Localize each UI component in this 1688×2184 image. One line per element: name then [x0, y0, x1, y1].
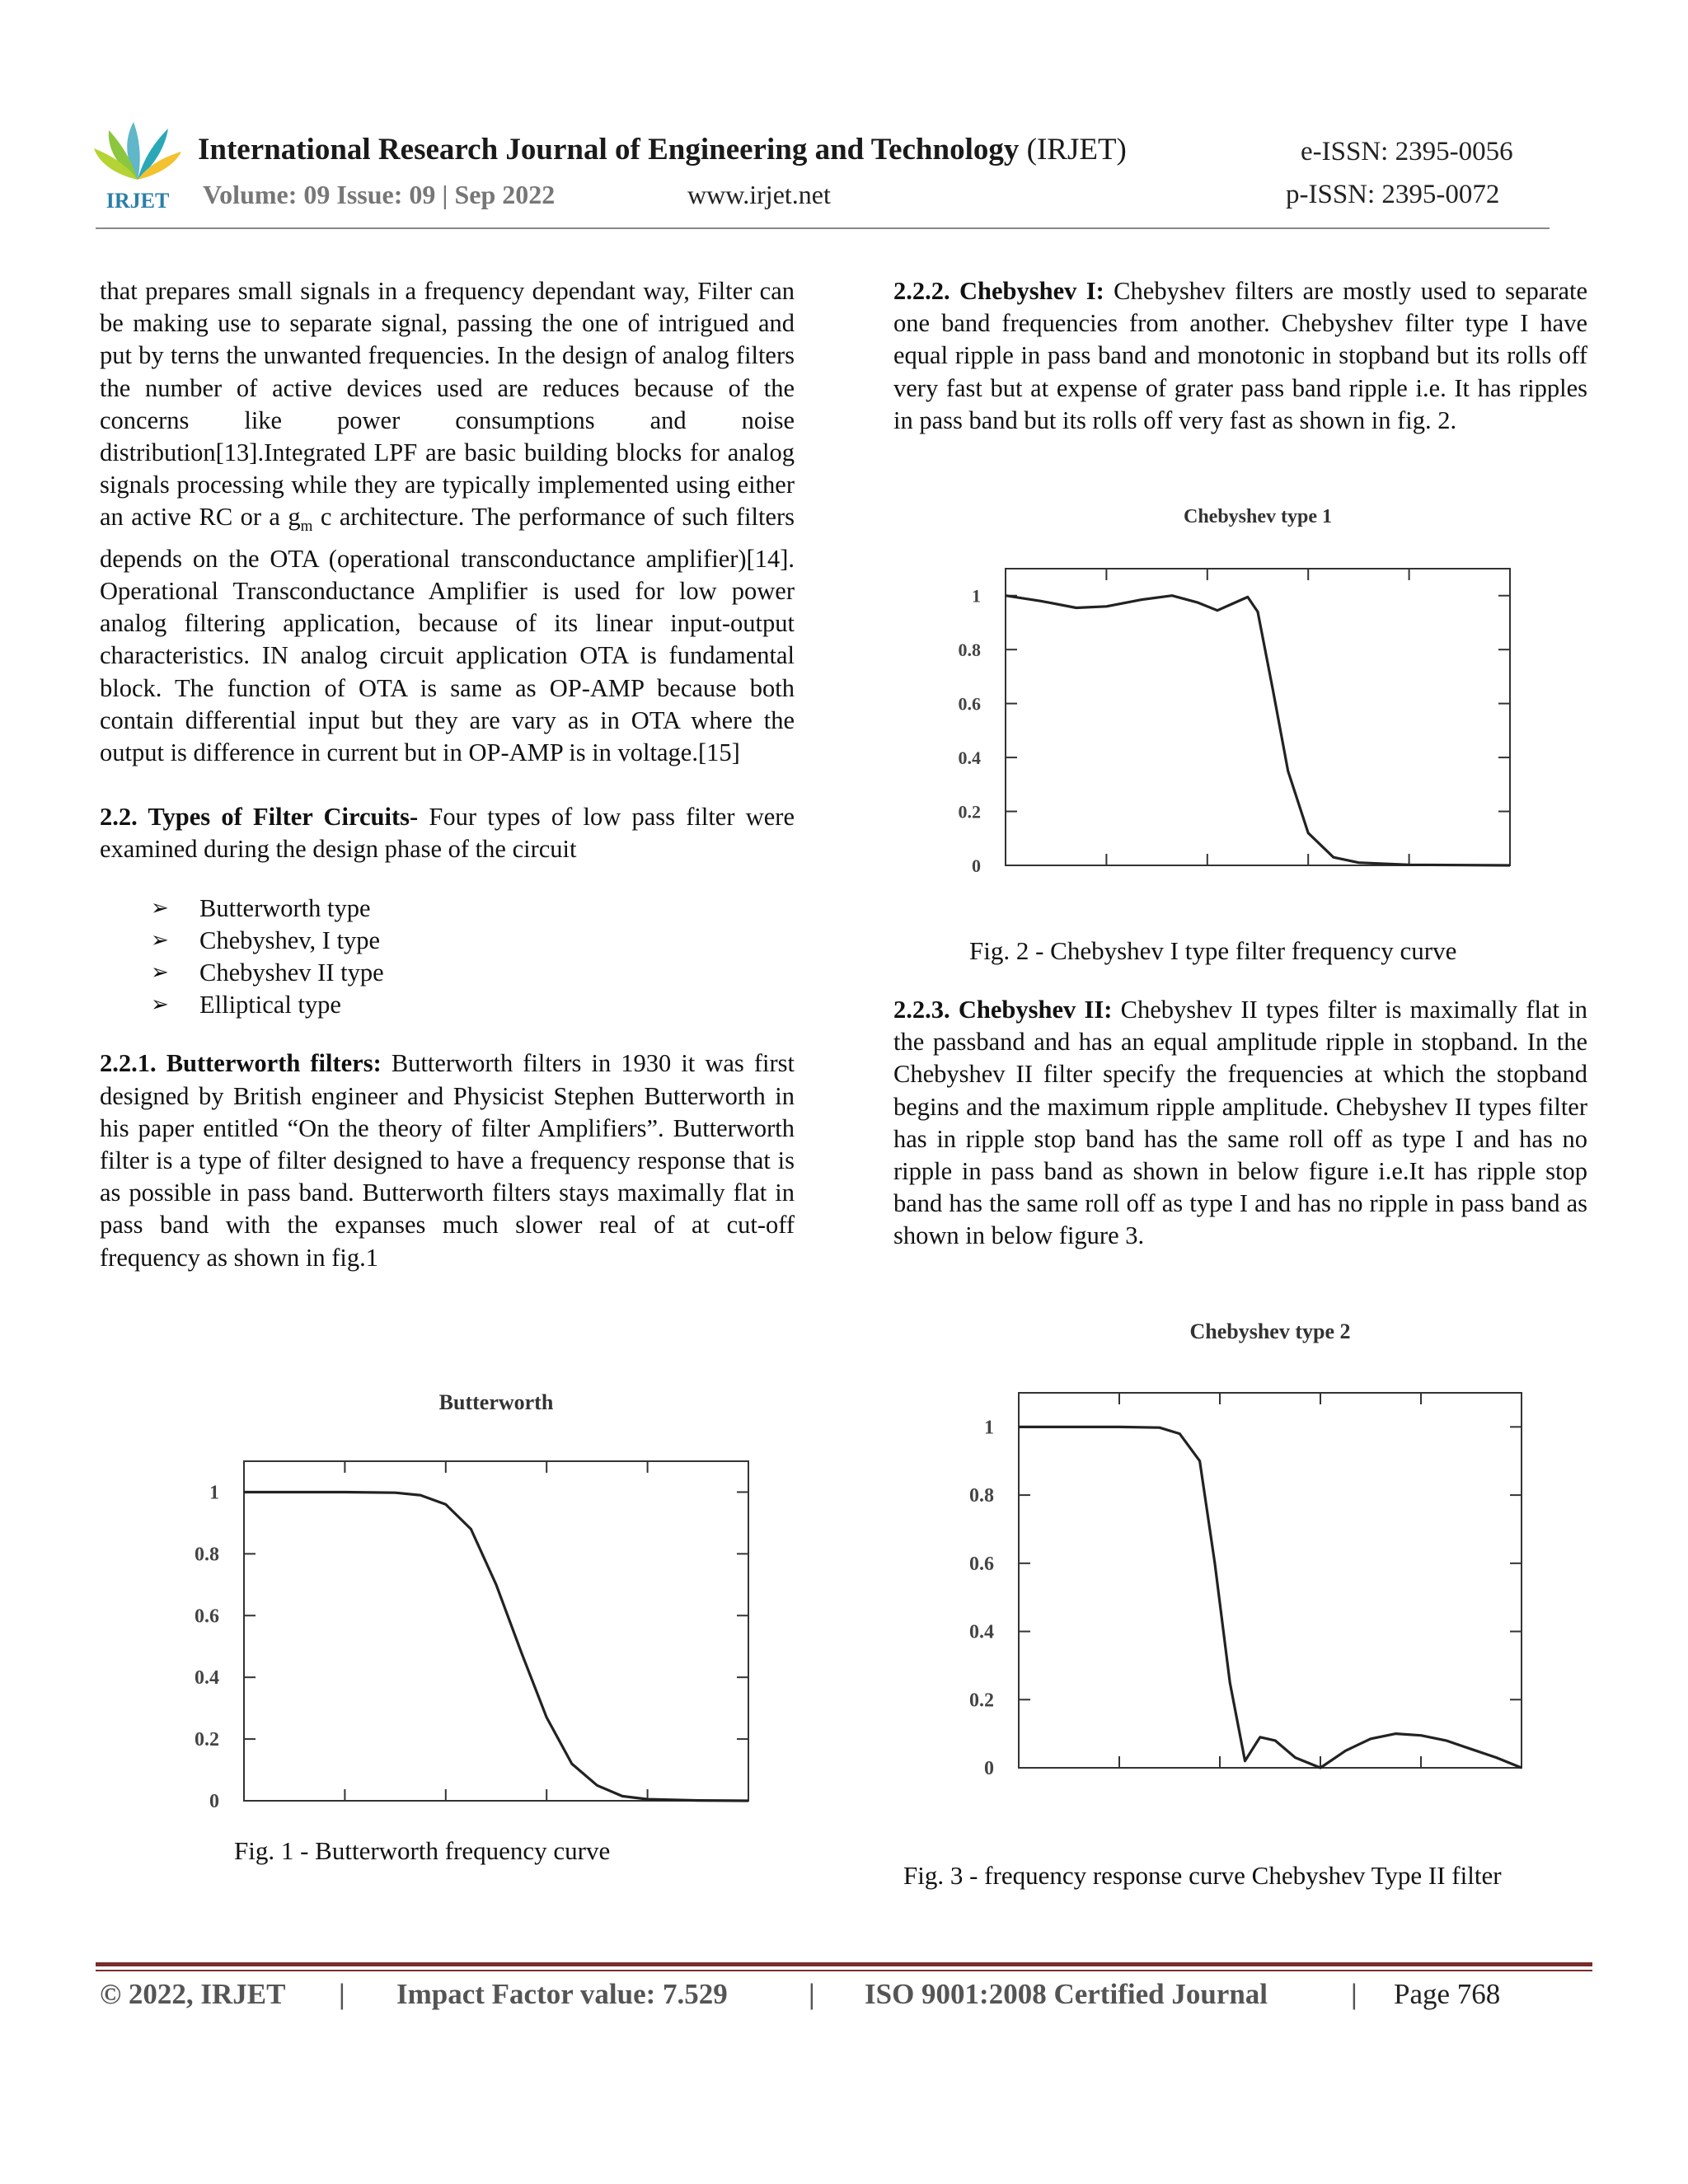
list-item: ➢ Elliptical type	[100, 989, 795, 1021]
irjet-logo	[92, 115, 183, 214]
y-tick-label: 0.6	[195, 1605, 219, 1628]
section-heading: 2.2. Types of Filter Circuits-	[100, 803, 419, 832]
issue-info: Volume: 09 Issue: 09 | Sep 2022	[203, 180, 556, 209]
y-tick-label: 0	[984, 1758, 994, 1779]
filter-types-list	[100, 893, 795, 1022]
chebyshev1-chart	[940, 503, 1517, 890]
y-tick-label: 0	[972, 855, 981, 876]
fig3-caption: Fig. 3 - frequency response curve Chebyshev Type II filter	[903, 1861, 1502, 1890]
y-tick-label: 0	[209, 1791, 219, 1812]
list-item: ➢ Chebyshev, I type	[100, 925, 795, 957]
list-item: ➢ Butterworth type	[100, 893, 795, 925]
y-tick-label: 0.6	[958, 693, 981, 715]
chart-title: Butterworth	[438, 1390, 554, 1414]
fig1-caption: Fig. 1 - Butterworth frequency curve	[234, 1836, 611, 1865]
footer-divider	[96, 1962, 1592, 1966]
y-tick-label: 0.8	[969, 1485, 994, 1507]
chart-title: Chebyshev type 2	[1189, 1319, 1351, 1343]
y-tick-label: 1	[984, 1417, 994, 1439]
response-curve	[244, 1493, 748, 1802]
pissn: p-ISSN: 2395-0072	[1286, 180, 1500, 209]
footer-separator: |	[809, 1978, 815, 2010]
plot-frame	[1019, 1393, 1522, 1768]
response-curve	[1019, 1427, 1522, 1768]
y-tick-label: 0.4	[195, 1667, 219, 1690]
footer-divider-thin	[96, 1970, 1592, 1971]
y-tick-label: 0.6	[969, 1553, 994, 1575]
y-tick-label: 0.2	[958, 801, 981, 823]
fig2-caption: Fig. 2 - Chebyshev I type filter frequency curve	[969, 936, 1457, 965]
website-link[interactable]: www.irjet.net	[687, 180, 831, 209]
y-tick-label: 1	[209, 1482, 219, 1504]
footer-separator: |	[1351, 1978, 1357, 2010]
section-2-2-2: 2.2.2. Chebyshev I: Chebyshev filters are mostly used to separate one band frequencies from another. Chebyshev filter type I have equal ripple in pass band and monotonic in stopband but its rolls off very fast but at expense of grater pass band ripple i.e. It has ripples in pass band but its rolls off very fast as shown in fig. 2.	[893, 277, 1588, 434]
plot-frame	[244, 1461, 748, 1801]
y-tick-label: 1	[972, 585, 981, 607]
logo-leaves-icon	[94, 122, 181, 180]
section-heading: 2.2.1. Butterworth filters:	[100, 1049, 382, 1078]
arrow-bullet-icon: ➢	[151, 959, 169, 985]
left-column	[100, 275, 795, 1274]
journal-title	[198, 132, 1127, 167]
y-tick-label: 0.2	[195, 1729, 219, 1751]
list-item: ➢ Chebyshev II type	[100, 957, 795, 989]
footer-separator: |	[339, 1978, 345, 2010]
arrow-bullet-icon: ➢	[151, 895, 169, 921]
header-divider	[96, 227, 1550, 229]
footer-copyright: © 2022, IRJET	[100, 1978, 286, 2010]
y-tick-label: 0.8	[958, 640, 981, 661]
section-2-2-1: 2.2.1. Butterworth filters: Butterworth filters in 1930 it was first designed by British engineer and Physicist Stephen Butterworth in his paper entitled “On the theory of filter Amplifiers”. Butterworth filter is a type of filter designed to have a frequency response that is as possible in pass band. Butterworth filters stays maximally flat in pass band with the expanses much slower real of at cut-off frequency as shown in fig.1	[100, 1049, 795, 1272]
arrow-bullet-icon: ➢	[151, 992, 169, 1018]
footer-impact-factor: Impact Factor value: 7.529	[396, 1978, 728, 2010]
butterworth-chart	[165, 1385, 775, 1813]
intro-paragraph: that prepares small signals in a frequency dependant way, Filter can be making use to separate signal, passing the one of intrigued and put by terns the unwanted frequencies. In the design of analog filters the number of active devices used are reduces because of the concerns like power consumptions and noise distribution[13].Integrated LPF are basic building blocks for analog signals processing while they are typically implemented using either an active RC or a $g_m$ c architecture. The performance of such filters depends on the OTA (operational transconductance amplifier)[14]. Operational Transconductance Amplifier is used for low power analog filtering application, because of its linear input-output characteristics. IN analog circuit application OTA is fundamental block. The function of OTA is same as OP-AMP because both contain differential input but they are vary as in OTA where the output is difference in current but in OP-AMP is in voltage.[15]	[100, 277, 795, 766]
footer-page-number: Page 768	[1394, 1978, 1501, 2010]
journal-name: International Research Journal of Engineering and Technology	[198, 133, 1020, 166]
logo-text: IRJET	[106, 189, 170, 213]
section-heading: 2.2.2. Chebyshev I:	[893, 277, 1104, 305]
chebyshev2-chart	[940, 1310, 1533, 1788]
y-tick-label: 0.4	[969, 1621, 994, 1643]
response-curve	[1006, 596, 1510, 865]
footer-iso: ISO 9001:2008 Certified Journal	[865, 1978, 1268, 2010]
section-heading: 2.2.3. Chebyshev II:	[893, 996, 1113, 1024]
y-tick-label: 0.2	[969, 1690, 994, 1712]
section-2-2: 2.2. Types of Filter Circuits- Four types of low pass filter were examined during the design phase of the circuit	[100, 803, 795, 864]
y-tick-label: 0.8	[195, 1544, 219, 1566]
y-tick-label: 0.4	[958, 748, 981, 769]
eissn: e-ISSN: 2395-0056	[1301, 137, 1513, 166]
chart-title: Chebyshev type 1	[1183, 506, 1333, 527]
arrow-bullet-icon: ➢	[151, 927, 169, 953]
journal-abbr: (IRJET)	[1026, 133, 1127, 166]
section-2-2-3: 2.2.3. Chebyshev II: Chebyshev II types filter is maximally flat in the passband and has an equal amplitude ripple in stopband. In the Chebyshev II filter specify the frequencies at which the stopband begins and the maximum ripple amplitude. Chebyshev II types filter has in ripple stop band has the same roll off as type I and has no ripple in pass band as shown in below figure i.e.It has ripple stop band has the same roll off as type I and has no ripple in pass band as shown in below figure 3.	[893, 996, 1587, 1250]
